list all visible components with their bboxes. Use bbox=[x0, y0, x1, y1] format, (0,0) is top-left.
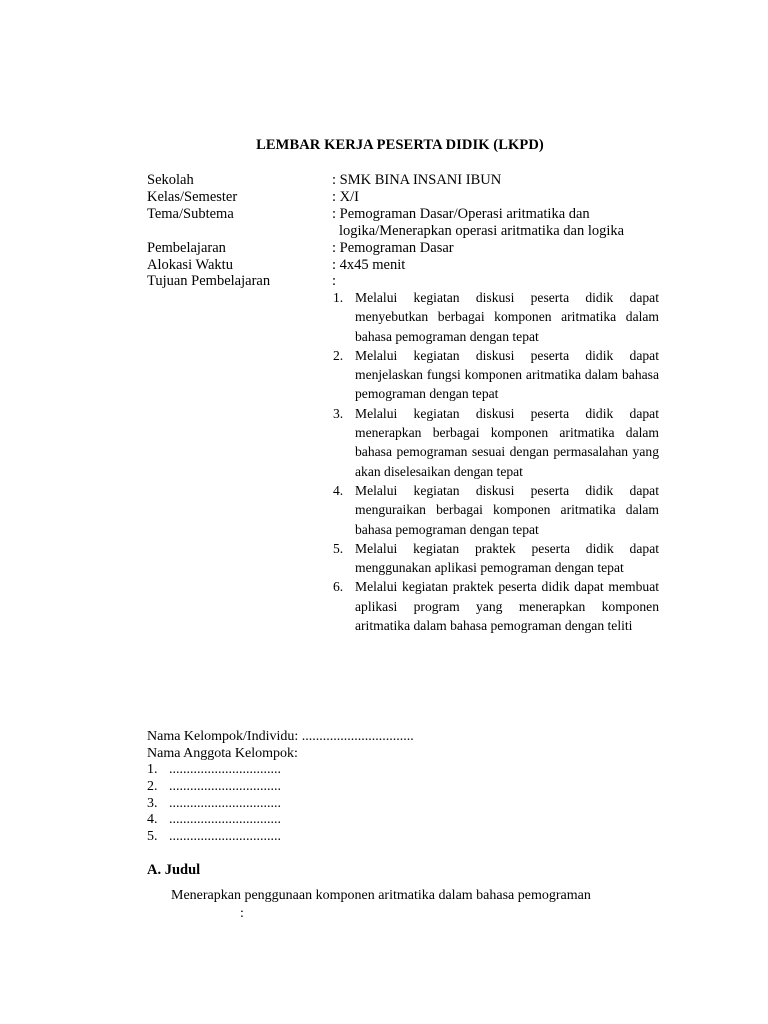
tema-value-line1: : Pemograman Dasar/Operasi aritmatika dan bbox=[332, 206, 590, 222]
member-dots: ................................ bbox=[169, 796, 281, 811]
pembelajaran-label: Pembelajaran bbox=[147, 240, 226, 256]
goal-text: Melalui kegiatan praktek peserta didik dapat menggunakan aplikasi pemograman dengan tepat bbox=[355, 540, 659, 576]
tujuan-value: : bbox=[332, 273, 337, 289]
judul-colon: : bbox=[240, 906, 244, 921]
goal-number: 5. bbox=[333, 540, 344, 556]
member-line bbox=[147, 762, 281, 779]
goal-number: 6. bbox=[333, 579, 344, 595]
goal-number: 4. bbox=[333, 482, 344, 498]
member-line bbox=[147, 796, 281, 813]
member-number: 5. bbox=[147, 829, 158, 844]
kelas-label: Kelas/Semester bbox=[147, 189, 238, 205]
member-line bbox=[147, 812, 281, 829]
goal-number: 1. bbox=[333, 290, 344, 305]
alokasi-value: : 4x45 menit bbox=[332, 257, 406, 273]
judul-text: Menerapkan penggunaan komponen aritmatika dalam bahasa pemograman bbox=[171, 888, 591, 903]
tema-value-line2: logika/Menerapkan operasi aritmatika dan logika bbox=[339, 223, 625, 239]
member-number: 4. bbox=[147, 812, 158, 827]
member-dots: ................................ bbox=[169, 812, 281, 827]
pembelajaran-value: : Pemograman Dasar bbox=[332, 240, 454, 256]
sekolah-label: Sekolah bbox=[147, 172, 194, 188]
tema-label: Tema/Subtema bbox=[147, 206, 234, 222]
nama-anggota-label: Nama Anggota Kelompok: bbox=[147, 746, 298, 761]
member-number: 3. bbox=[147, 796, 158, 811]
goal-text: Melalui kegiatan praktek peserta didik dapat membuat aplikasi program yang menerapkan komponen aritmatika dalam bahasa pemograman dengan teliti bbox=[355, 579, 659, 634]
member-dots: ................................ bbox=[169, 829, 281, 844]
member-dots: ................................ bbox=[169, 779, 281, 794]
member-dots: ................................ bbox=[169, 762, 281, 777]
goal-number: 2. bbox=[333, 347, 344, 363]
goal-item bbox=[333, 539, 659, 578]
tujuan-label: Tujuan Pembelajaran bbox=[147, 273, 271, 289]
member-line bbox=[147, 829, 281, 846]
section-a-heading: A. Judul bbox=[147, 862, 201, 878]
member-number: 2. bbox=[147, 779, 158, 794]
goal-item bbox=[333, 577, 659, 635]
kelas-value: : X/I bbox=[332, 189, 359, 205]
goal-text: Melalui kegiatan diskusi peserta didik dapat menyebutkan berbagai komponen aritmatika dalam bahasa pemograman dengan tepat bbox=[355, 290, 659, 344]
goal-item bbox=[333, 481, 659, 539]
goal-text: Melalui kegiatan diskusi peserta didik dapat menguraikan berbagai komponen aritmatika dalam bahasa pemograman dengan tepat bbox=[355, 482, 659, 537]
document-title: LEMBAR KERJA PESERTA DIDIK (LKPD) bbox=[256, 137, 544, 153]
alokasi-label: Alokasi Waktu bbox=[147, 257, 233, 273]
member-line bbox=[147, 779, 281, 796]
goal-item bbox=[333, 288, 659, 346]
goal-item bbox=[333, 404, 659, 481]
goal-number: 3. bbox=[333, 405, 344, 421]
goal-item bbox=[333, 346, 659, 404]
member-number: 1. bbox=[147, 762, 158, 777]
nama-kelompok-line: Nama Kelompok/Individu: ................................ bbox=[147, 729, 414, 744]
goals-list bbox=[333, 288, 659, 635]
sekolah-value: : SMK BINA INSANI IBUN bbox=[332, 172, 502, 188]
goal-text: Melalui kegiatan diskusi peserta didik dapat menjelaskan fungsi komponen aritmatika dalam bahasa pemograman dengan tepat bbox=[355, 347, 659, 402]
goal-text: Melalui kegiatan diskusi peserta didik dapat menerapkan berbagai komponen aritmatika dalam bahasa pemograman sesuai dengan permasalahan yang akan diselesaikan dengan tepat bbox=[355, 405, 659, 479]
